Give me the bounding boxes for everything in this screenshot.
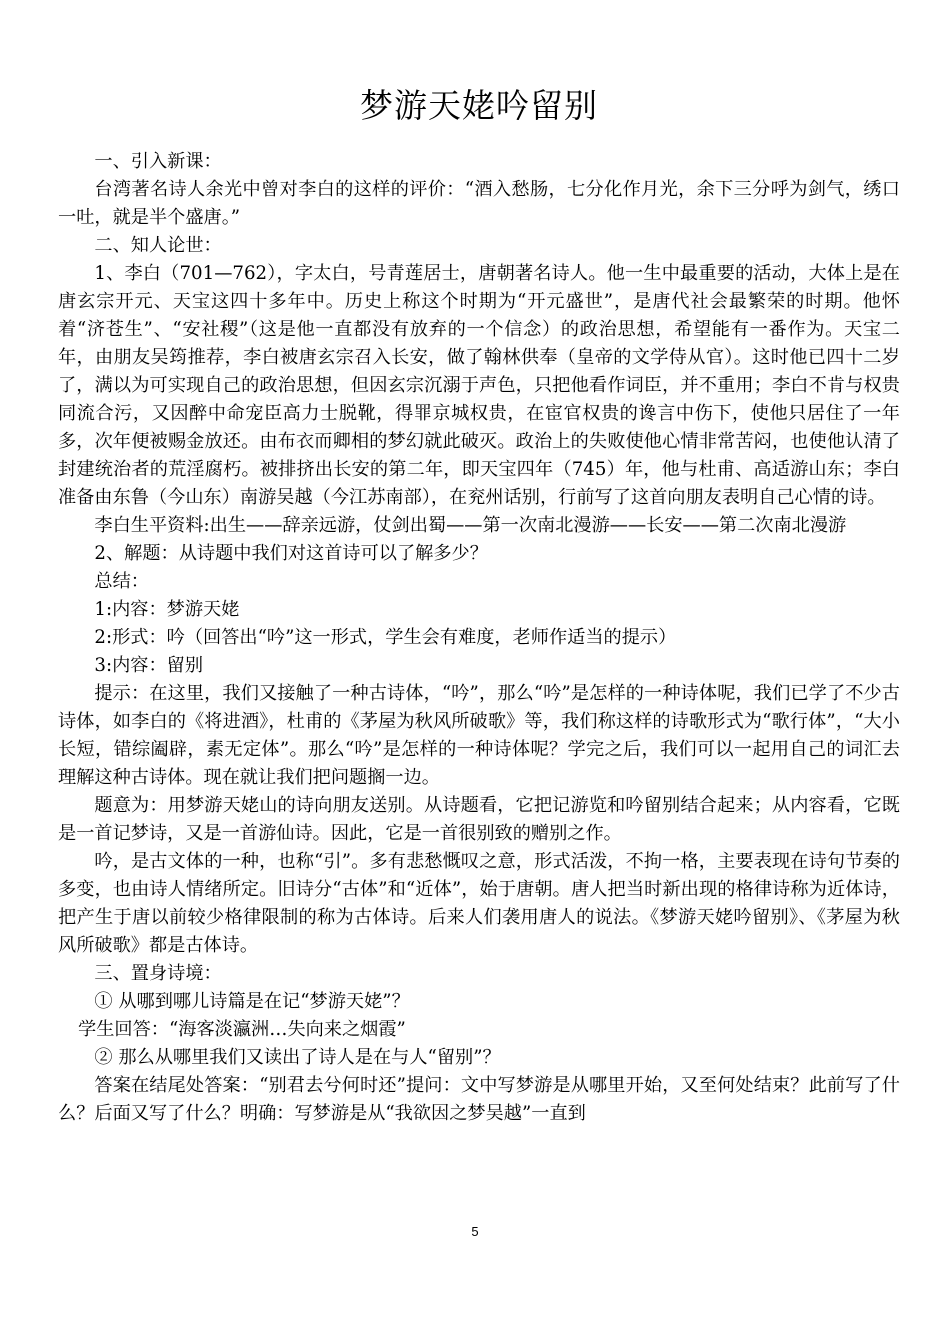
paragraph-life-timeline: 李白生平资料:出生——辞亲远游，仗剑出蜀——第一次南北漫游——长安——第二次南北漫游 xyxy=(94,515,847,536)
paragraph-hint: 提示：在这里，我们又接触了一种古诗体，“吟”，那么“吟”是怎样的一种诗体呢，我们已学了不少古诗体，如李白的《将进酒》，杜甫的《茅屋为秋风所破歌》等，我们称这样的诗歌形式为“歌行体”，“大小长短，错综阖辟，素无定体”。那么“吟”是怎样的一种诗体呢？学完之后，我们可以一起用自己的词汇去理解这种古诗体。现在就让我们把问题搁一边。 xyxy=(58,683,900,788)
paragraph-title-question: 2、解题：从诗题中我们对这首诗可以了解多少？ xyxy=(94,543,488,564)
question-item-1: ① 从哪到哪儿诗篇是在记“梦游天姥”？ xyxy=(94,991,410,1012)
paragraph-yin-explanation: 吟，是古文体的一种，也称“引”。多有悲愁慨叹之意，形式活泼，不拘一格，主要表现在诗句节奏的多变，也由诗人情绪所定。旧诗分“古体”和“近体”，始于唐朝。唐人把当时新出现的格律诗称为近体诗，把产生于唐以前较少格律限制的称为古体诗。后来人们袭用唐人的说法。《梦游天姥吟留别》、《茅屋为秋风所破歌》都是古体诗。 xyxy=(58,851,900,956)
section-heading-background: 二、知人论世： xyxy=(94,235,222,256)
list-item-form: 2:形式：吟（回答出“吟”这一形式，学生会有难度，老师作适当的提示） xyxy=(94,627,677,648)
document-title: 梦游天姥吟留别 xyxy=(360,86,598,125)
paragraph-summary-label: 总结： xyxy=(94,571,149,592)
paragraph-title-meaning: 题意为：用梦游天姥山的诗向朋友送别。从诗题看，它把记游览和吟留别结合起来；从内容看，它既是一首记梦诗，又是一首游仙诗。因此，它是一首很别致的赠别之作。 xyxy=(58,795,900,844)
section-heading-poem-scene: 三、置身诗境： xyxy=(94,963,222,984)
paragraph-li-bai-biography: 1、李白（701—762），字太白，号青莲居士，唐朝著名诗人。他一生中最重要的活动，大体上是在唐玄宗开元、天宝这四十多年中。历史上称这个时期为“开元盛世”，是唐代社会最繁荣的时期。他怀着“济苍生”、“安社稷”（这是他一直都没有放弃的一个信念）的政治思想，希望能有一番作为。天宝二年，由朋友吴筠推荐，李白被唐玄宗召入长安，做了翰林供奉（皇帝的文学侍从官）。这时他已四十二岁了，满以为可实现自己的政治思想，但因玄宗沉溺于声色，只把他看作词臣，并不重用；李白不肯与权贵同流合污，又因醉中命宠臣高力士脱靴，得罪京城权贵，在宦官权贵的谗言中伤下，使他只居住了一年多，次年便被赐金放还。由布衣而卿相的梦幻就此破灭。政治上的失败使他心情非常苦闷，也使他认清了封建统治者的荒淫腐朽。被排挤出长安的第二年，即天宝四年（745）年，他与杜甫、高适游山东；李白准备由东鲁（今山东）南游吴越（今江苏南部），在兖州话别，行前写了这首向朋友表明自己心情的诗。 xyxy=(58,263,900,508)
list-item-content-1: 1:内容：梦游天姥 xyxy=(94,599,240,620)
paragraph-yu-guangzhong-quote: 台湾著名诗人余光中曾对李白的这样的评价：“酒入愁肠，七分化作月光，余下三分呼为剑气，绣口一吐，就是半个盛唐。” xyxy=(58,179,900,228)
page-number: 5 xyxy=(471,1224,479,1239)
document-page xyxy=(58,78,900,1128)
student-answer: 学生回答：“海客淡瀛洲…失向来之烟霞” xyxy=(78,1019,406,1040)
question-item-2: ② 那么从哪里我们又读出了诗人是在与人“留别”？ xyxy=(94,1047,501,1068)
list-item-content-3: 3:内容：留别 xyxy=(94,655,204,676)
paragraph-answer-ending: 答案在结尾处答案：“别君去兮何时还”提问：文中写梦游是从哪里开始，又至何处结束？此前写了什么？后面又写了什么？明确：写梦游是从“我欲因之梦吴越”一直到 xyxy=(58,1075,900,1124)
section-heading-intro: 一、引入新课： xyxy=(94,151,222,172)
